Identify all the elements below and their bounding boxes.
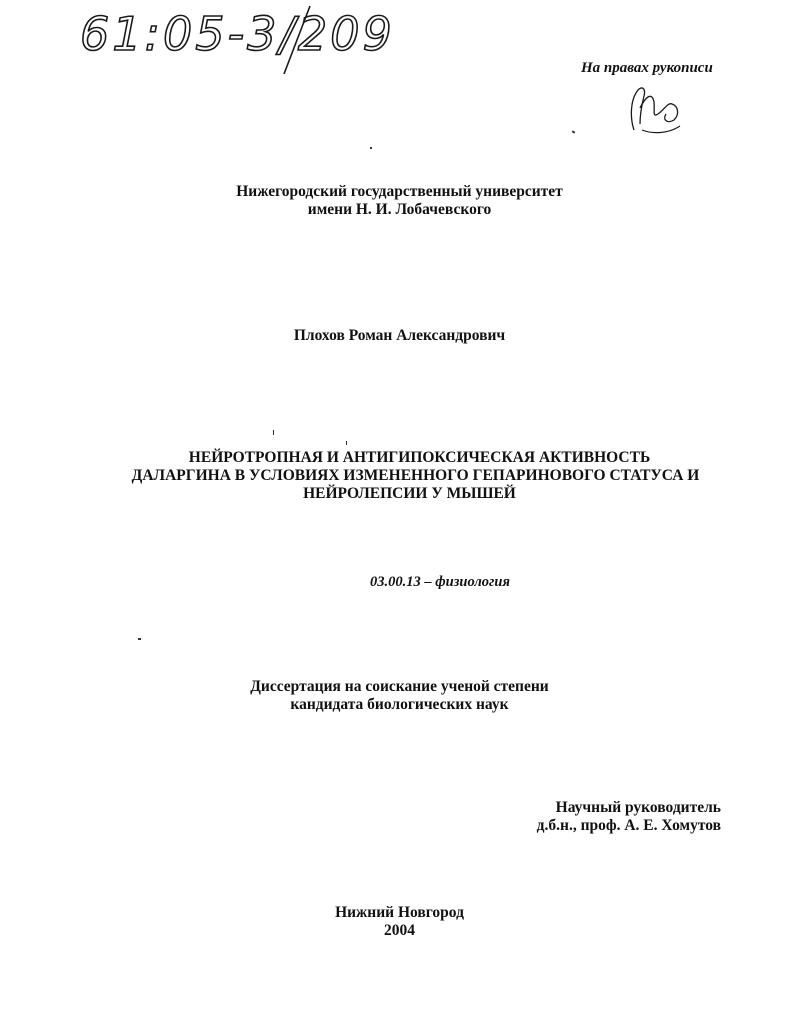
title-line-2: ДАЛАРГИНА В УСЛОВИЯХ ИЗМЕНЕННОГО ГЕПАРИНОВОГО СТАТУСА И [131,467,700,484]
author-name: Плохов Роман Александрович [293,327,506,344]
year: 2004 [384,922,415,939]
scan-speck [370,147,372,149]
rights-note: На правах рукописи [581,60,713,76]
supervisor-label: Научный руководитель [555,799,721,816]
title-line-1: НЕЙРОТРОПНАЯ И АНТИГИПОКСИЧЕСКАЯ АКТИВНОСТЬ [188,449,651,466]
dissertation-title [0,449,799,503]
degree-line-2: кандидата биологических наук [290,696,509,713]
supervisor-name: д.б.н., проф. А. Е. Хомутов [536,817,721,834]
specialty-code: 03.00.13 – физиология [370,574,510,590]
degree-line-1: Диссертация на соискание ученой степени [250,678,549,695]
university-named-after: имени Н. И. Лобачевского [307,201,492,218]
scan-speck [273,430,274,435]
archive-code-text: 61:05-3/209 [80,7,395,61]
title-line-3: НЕЙРОЛЕПСИИ У МЫШЕЙ [303,485,516,502]
city: Нижний Новгород [335,904,464,921]
place-year-block [0,904,799,940]
university-name: Нижегородский государственный университет [236,183,563,200]
scan-speck [572,130,576,133]
scan-speck [346,441,347,445]
university-block [0,183,799,219]
scan-speck [138,638,141,640]
handwritten-signature [628,78,692,138]
supervisor-block [537,799,721,835]
handwritten-archive-code [78,2,438,76]
dissertation-degree-block [0,678,799,714]
